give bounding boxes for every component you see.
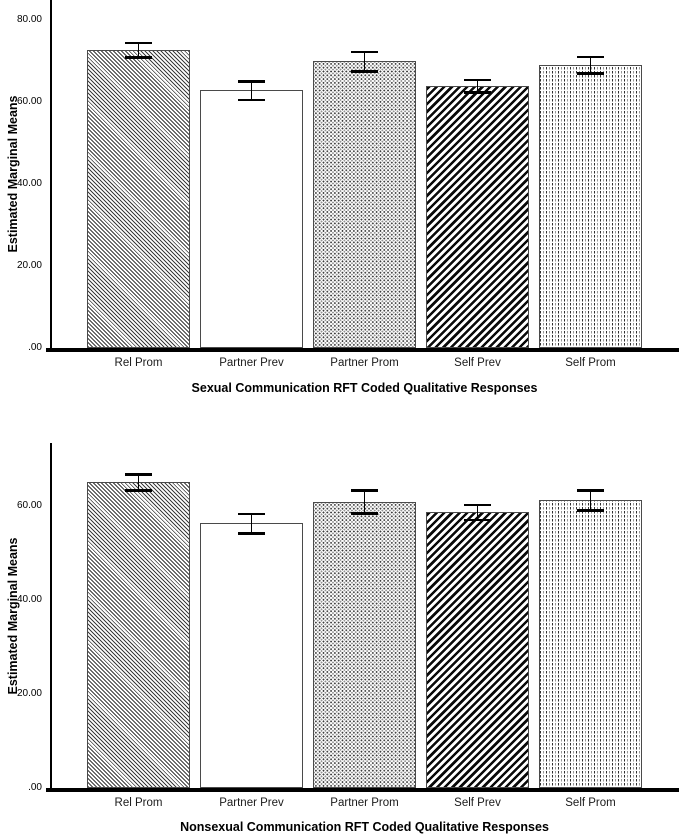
x-category-label-self-prev: Self Prev — [454, 357, 501, 369]
error-bar-line — [590, 489, 592, 511]
y-tick-label: .00 — [28, 342, 42, 353]
error-bar-line — [364, 51, 366, 73]
y-tick-label: 60.00 — [16, 96, 42, 108]
error-bar-line — [251, 513, 253, 535]
y-tick-label: 80.00 — [16, 14, 42, 26]
y-tick-label: .00 — [28, 782, 42, 793]
bar-rel-prom — [87, 50, 190, 348]
error-bar-partner-prev — [238, 513, 265, 535]
y-axis-line — [50, 443, 52, 788]
y-tick-label: 20.00 — [16, 687, 42, 699]
x-axis-line — [46, 788, 679, 792]
bar-partner-prom — [313, 61, 416, 348]
x-category-label-self-prev: Self Prev — [454, 797, 501, 809]
y-tick-label: 60.00 — [16, 499, 42, 511]
x-category-label-partner-prom: Partner Prom — [330, 797, 399, 809]
error-bar-partner-prom — [351, 51, 378, 73]
bar-self-prev — [426, 86, 529, 348]
bar-partner-prev — [200, 90, 303, 348]
bar-self-prev — [426, 512, 529, 788]
plot-area — [0, 443, 679, 809]
bar-partner-prev — [200, 523, 303, 788]
nonsexual-communication-chart — [0, 443, 679, 835]
bar-rel-prom — [87, 482, 190, 788]
bar-partner-prom — [313, 502, 416, 788]
error-bar-line — [590, 56, 592, 75]
error-bar-line — [364, 489, 366, 514]
x-category-label-partner-prom: Partner Prom — [330, 357, 399, 369]
error-bar-rel-prom — [125, 473, 152, 491]
x-category-label-partner-prev: Partner Prev — [219, 357, 284, 369]
bar-self-prom — [539, 65, 642, 348]
error-bar-self-prev — [464, 504, 491, 522]
plot-area — [0, 0, 679, 369]
y-axis-line — [50, 0, 52, 348]
x-axis-title: Nonsexual Communication RFT Coded Qualitative Responses — [180, 820, 549, 834]
error-bar-self-prom — [577, 489, 604, 511]
error-bar-self-prom — [577, 56, 604, 75]
x-category-label-self-prom: Self Prom — [565, 357, 616, 369]
error-bar-line — [251, 80, 253, 101]
y-axis-title: Estimated Marginal Means — [6, 95, 20, 253]
error-bar-line — [138, 473, 140, 491]
x-category-label-self-prom: Self Prom — [565, 797, 616, 809]
x-category-label-partner-prev: Partner Prev — [219, 797, 284, 809]
y-tick-label: 40.00 — [16, 178, 42, 190]
error-bar-partner-prom — [351, 489, 378, 514]
y-axis-title: Estimated Marginal Means — [6, 537, 20, 694]
y-tick-label: 40.00 — [16, 593, 42, 605]
error-bar-line — [477, 79, 479, 94]
error-bar-line — [138, 42, 140, 59]
bar-self-prom — [539, 500, 642, 788]
error-bar-rel-prom — [125, 42, 152, 59]
error-bar-line — [477, 504, 479, 522]
x-category-label-rel-prom: Rel Prom — [114, 797, 163, 809]
x-axis-title: Sexual Communication RFT Coded Qualitative Responses — [191, 381, 538, 395]
y-tick-label: 20.00 — [16, 260, 42, 272]
x-category-label-rel-prom: Rel Prom — [114, 357, 163, 369]
error-bar-partner-prev — [238, 80, 265, 101]
x-axis-line — [46, 348, 679, 352]
sexual-communication-chart — [0, 0, 679, 400]
error-bar-self-prev — [464, 79, 491, 94]
